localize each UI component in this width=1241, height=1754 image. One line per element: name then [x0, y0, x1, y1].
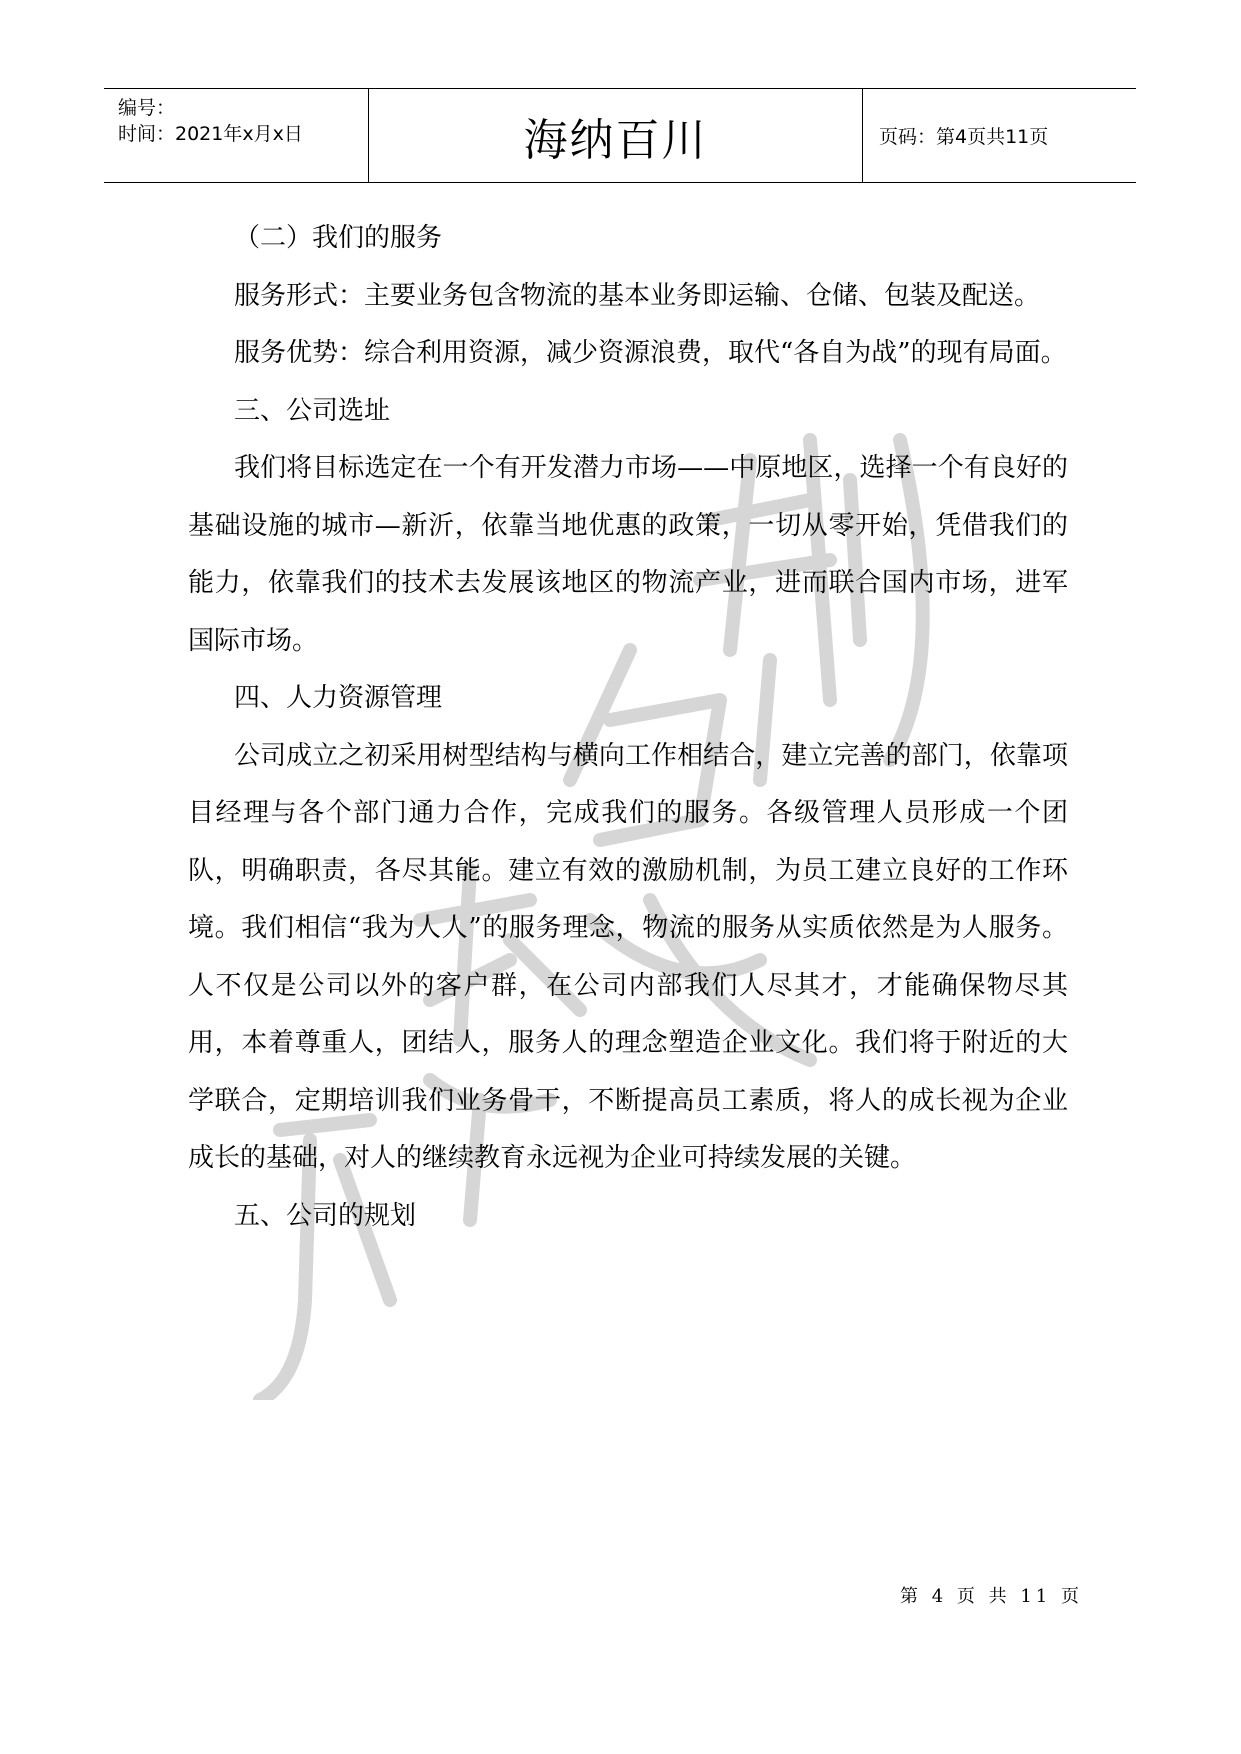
section-heading: 三、公司选址 [234, 395, 391, 426]
header-title: 海纳百川 [523, 114, 708, 166]
header-meta [104, 89, 368, 182]
header-page-label: 页码：第4页共11页 [879, 126, 1049, 148]
document-body [188, 210, 1068, 1245]
section-heading: 四、人力资源管理 [234, 683, 443, 713]
header-page-cell [863, 89, 1136, 182]
body-paragraph: 服务形式：主要业务包含物流的基本业务即运输、仓储、包装及配送。 [234, 280, 1041, 311]
document-number-label: 编号： [118, 97, 176, 119]
section-heading: 五、公司的规划 [234, 1200, 417, 1231]
body-paragraph: 公司成立之初采用树型结构与横向工作相结合，建立完善的部门，依靠项目经理与各个部门通力合作，完成我们的服务。各级管理人员形成一个团队，明确职责，各尽其能。建立有效的激励机制，为员工建立良好的工作环境。我们相信“我为人人”的服务理念，物流的服务从实质依然是为人服务。人不仅是公司以外的客户群，在公司内部我们人尽其才，才能确保物尽其用，本着尊重人，团结人，服务人的理念塑造企业文化。我们将于附近的大学联合，定期培训我们业务骨干，不断提高员工素质，将人的成长视为企业成长的基础，对人的继续教育永远视为企业可持续发展的关键。 [188, 740, 1068, 1173]
page-footer: 第 4 页 共 11 页 [900, 1586, 1083, 1607]
section-heading: （二）我们的服务 [234, 223, 443, 253]
body-paragraph: 服务优势：综合利用资源，减少资源浪费，取代“各自为战”的现有局面。 [234, 338, 1067, 368]
document-time-label: 时间：2021年x月x日 [118, 123, 303, 145]
body-paragraph: 我们将目标选定在一个有开发潜力市场——中原地区，选择一个有良好的基础设施的城市—新沂，依靠当地优惠的政策，一切从零开始，凭借我们的能力，依靠我们的技术去发展该地区的物流产业，进而联合国内市场，进军国际市场。 [188, 453, 1068, 656]
header-title-cell [368, 89, 863, 182]
page-header [104, 88, 1136, 183]
